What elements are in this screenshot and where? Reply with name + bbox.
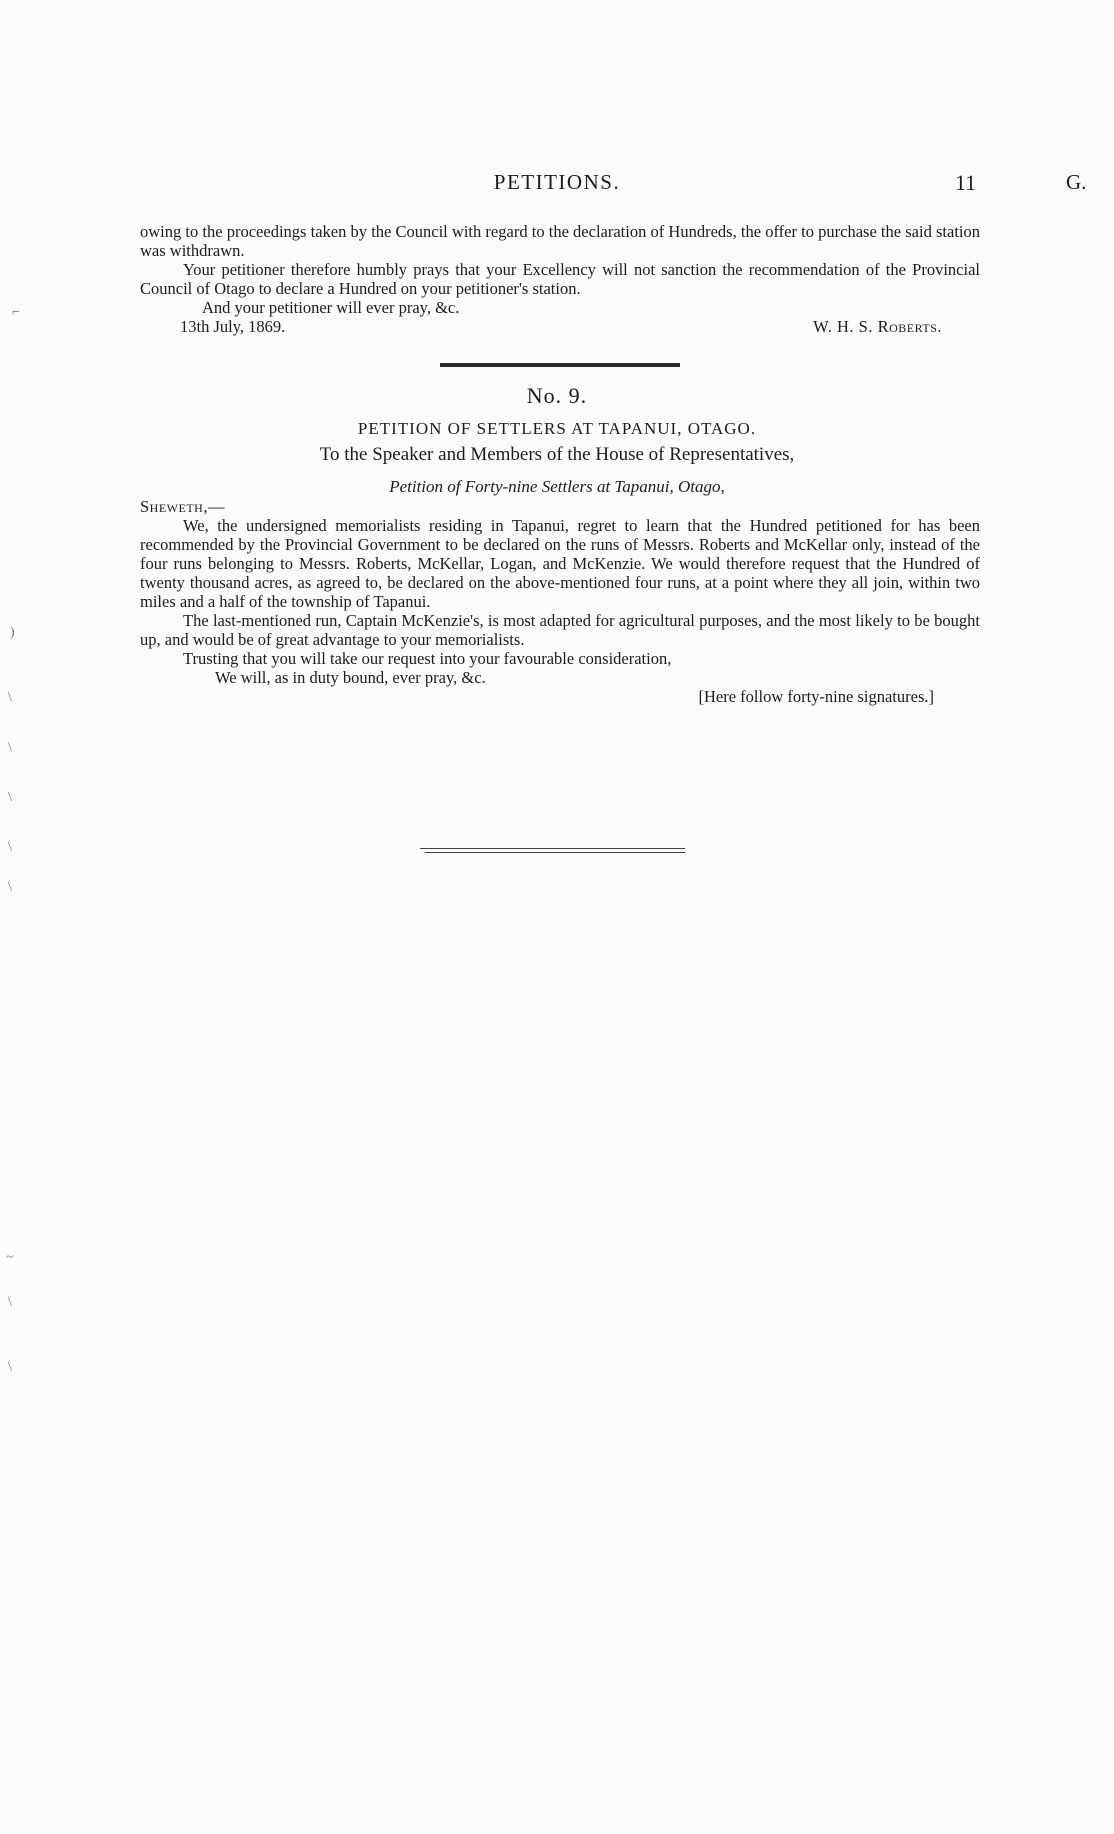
petition-body: [140, 497, 980, 706]
previous-petition-text: [140, 222, 980, 336]
petition-number: No. 9.: [526, 383, 588, 408]
section-divider-rule: [440, 363, 680, 367]
previous-paragraph-1: owing to the proceedings taken by the Council with regard to the declaration of Hundreds, the offer to purchase the said station was withdrawn.: [140, 222, 980, 260]
previous-paragraph-3: And your petitioner will ever pray, &c.: [202, 298, 460, 317]
sheweth-label: Sheweth,—: [140, 497, 225, 516]
petition-date: 13th July, 1869.: [180, 317, 286, 336]
petition-paragraph-1: We, the undersigned memorialists residing in Tapanui, regret to learn that the Hundred petitioned for has been recommended by the Provincial Government to be declared on the runs of Messrs. Roberts and McKellar only, instead of the four runs belonging to Messrs. Roberts, McKellar, Logan, and McKenzie. We would therefore request that the Hundred of twenty thousand acres, as agreed to, be declared on the above-mentioned four runs, at a point where they all join, within two miles and a half of the township of Tapanui.: [140, 516, 980, 611]
petition-title: PETITION OF SETTLERS AT TAPANUI, OTAGO.: [357, 419, 757, 438]
series-letter: G.: [1066, 170, 1087, 194]
petition-signature: W. H. S. Roberts.: [813, 317, 942, 336]
previous-paragraph-2: Your petitioner therefore humbly prays that your Excellency will not sanction the recommendation of the Provincial Council of Otago to declare a Hundred on your petitioner's station.: [140, 260, 980, 298]
date-signature-row: [140, 317, 980, 336]
running-head-title: PETITIONS.: [493, 170, 621, 194]
end-rule-top: [420, 848, 685, 849]
document-page: PETITIONS. 11 G. owing to the proceedings taken by the Council with regard to the declaration of Hundreds, the offer to purchase the said station was withdrawn. Your petitioner therefore humbly prays that your Excellency will not sanction the recommendation of the Provincial Council of Otago to declare a Hundred on your petitioner's station. And your petitioner will ever pray, &c. 13th July, 1869. W. H. S. Roberts. No. 9. PETITION OF SETTLERS AT TAPANUI, OTAGO. To the Speaker and Members of the House of Representatives, Petition of Forty-nine Settlers at Tapanui, Otago, Sheweth,— We, the undersigned memorialists residing in Tapanui, regret to learn that the Hundred petitioned for has been recommended by the Provincial Government to be declared on the runs of Messrs. Roberts and McKellar only, instead of the four runs belonging to Messrs. Roberts, McKellar, Logan, and McKenzie. We would therefore request that the Hundred of twenty thousand acres, as agreed to, be declared on the above-mentioned four runs, at a point where they all join, within two miles and a half of the township of Tapanui. The last-mentioned run, Captain McKenzie's, is most adapted for agricultural purposes, and the most likely to be bought up, and would be of great advantage to your memorialists. Trusting that you will take our request into your favourable consideration, We will, as in duty bound, ever pray, &c. [Here follow forty-nine signatures.] ⌐ ) \ \ \ \ \ ~ \ \: [0, 0, 1114, 1834]
end-rule-bottom: [425, 852, 685, 853]
petition-paragraph-4: We will, as in duty bound, ever pray, &c.: [215, 668, 486, 687]
page-number: 11: [955, 170, 977, 195]
petition-paragraph-3: Trusting that you will take our request into your favourable consideration,: [183, 649, 672, 668]
petition-addressee: To the Speaker and Members of the House of Representatives,: [319, 444, 795, 465]
petition-paragraph-2: The last-mentioned run, Captain McKenzie's, is most adapted for agricultural purposes, and the most likely to be bought up, and would be of great advantage to your memorialists.: [140, 611, 980, 649]
signatures-note: [Here follow forty-nine signatures.]: [698, 687, 934, 706]
petition-subtitle: Petition of Forty-nine Settlers at Tapanui, Otago,: [389, 477, 725, 496]
